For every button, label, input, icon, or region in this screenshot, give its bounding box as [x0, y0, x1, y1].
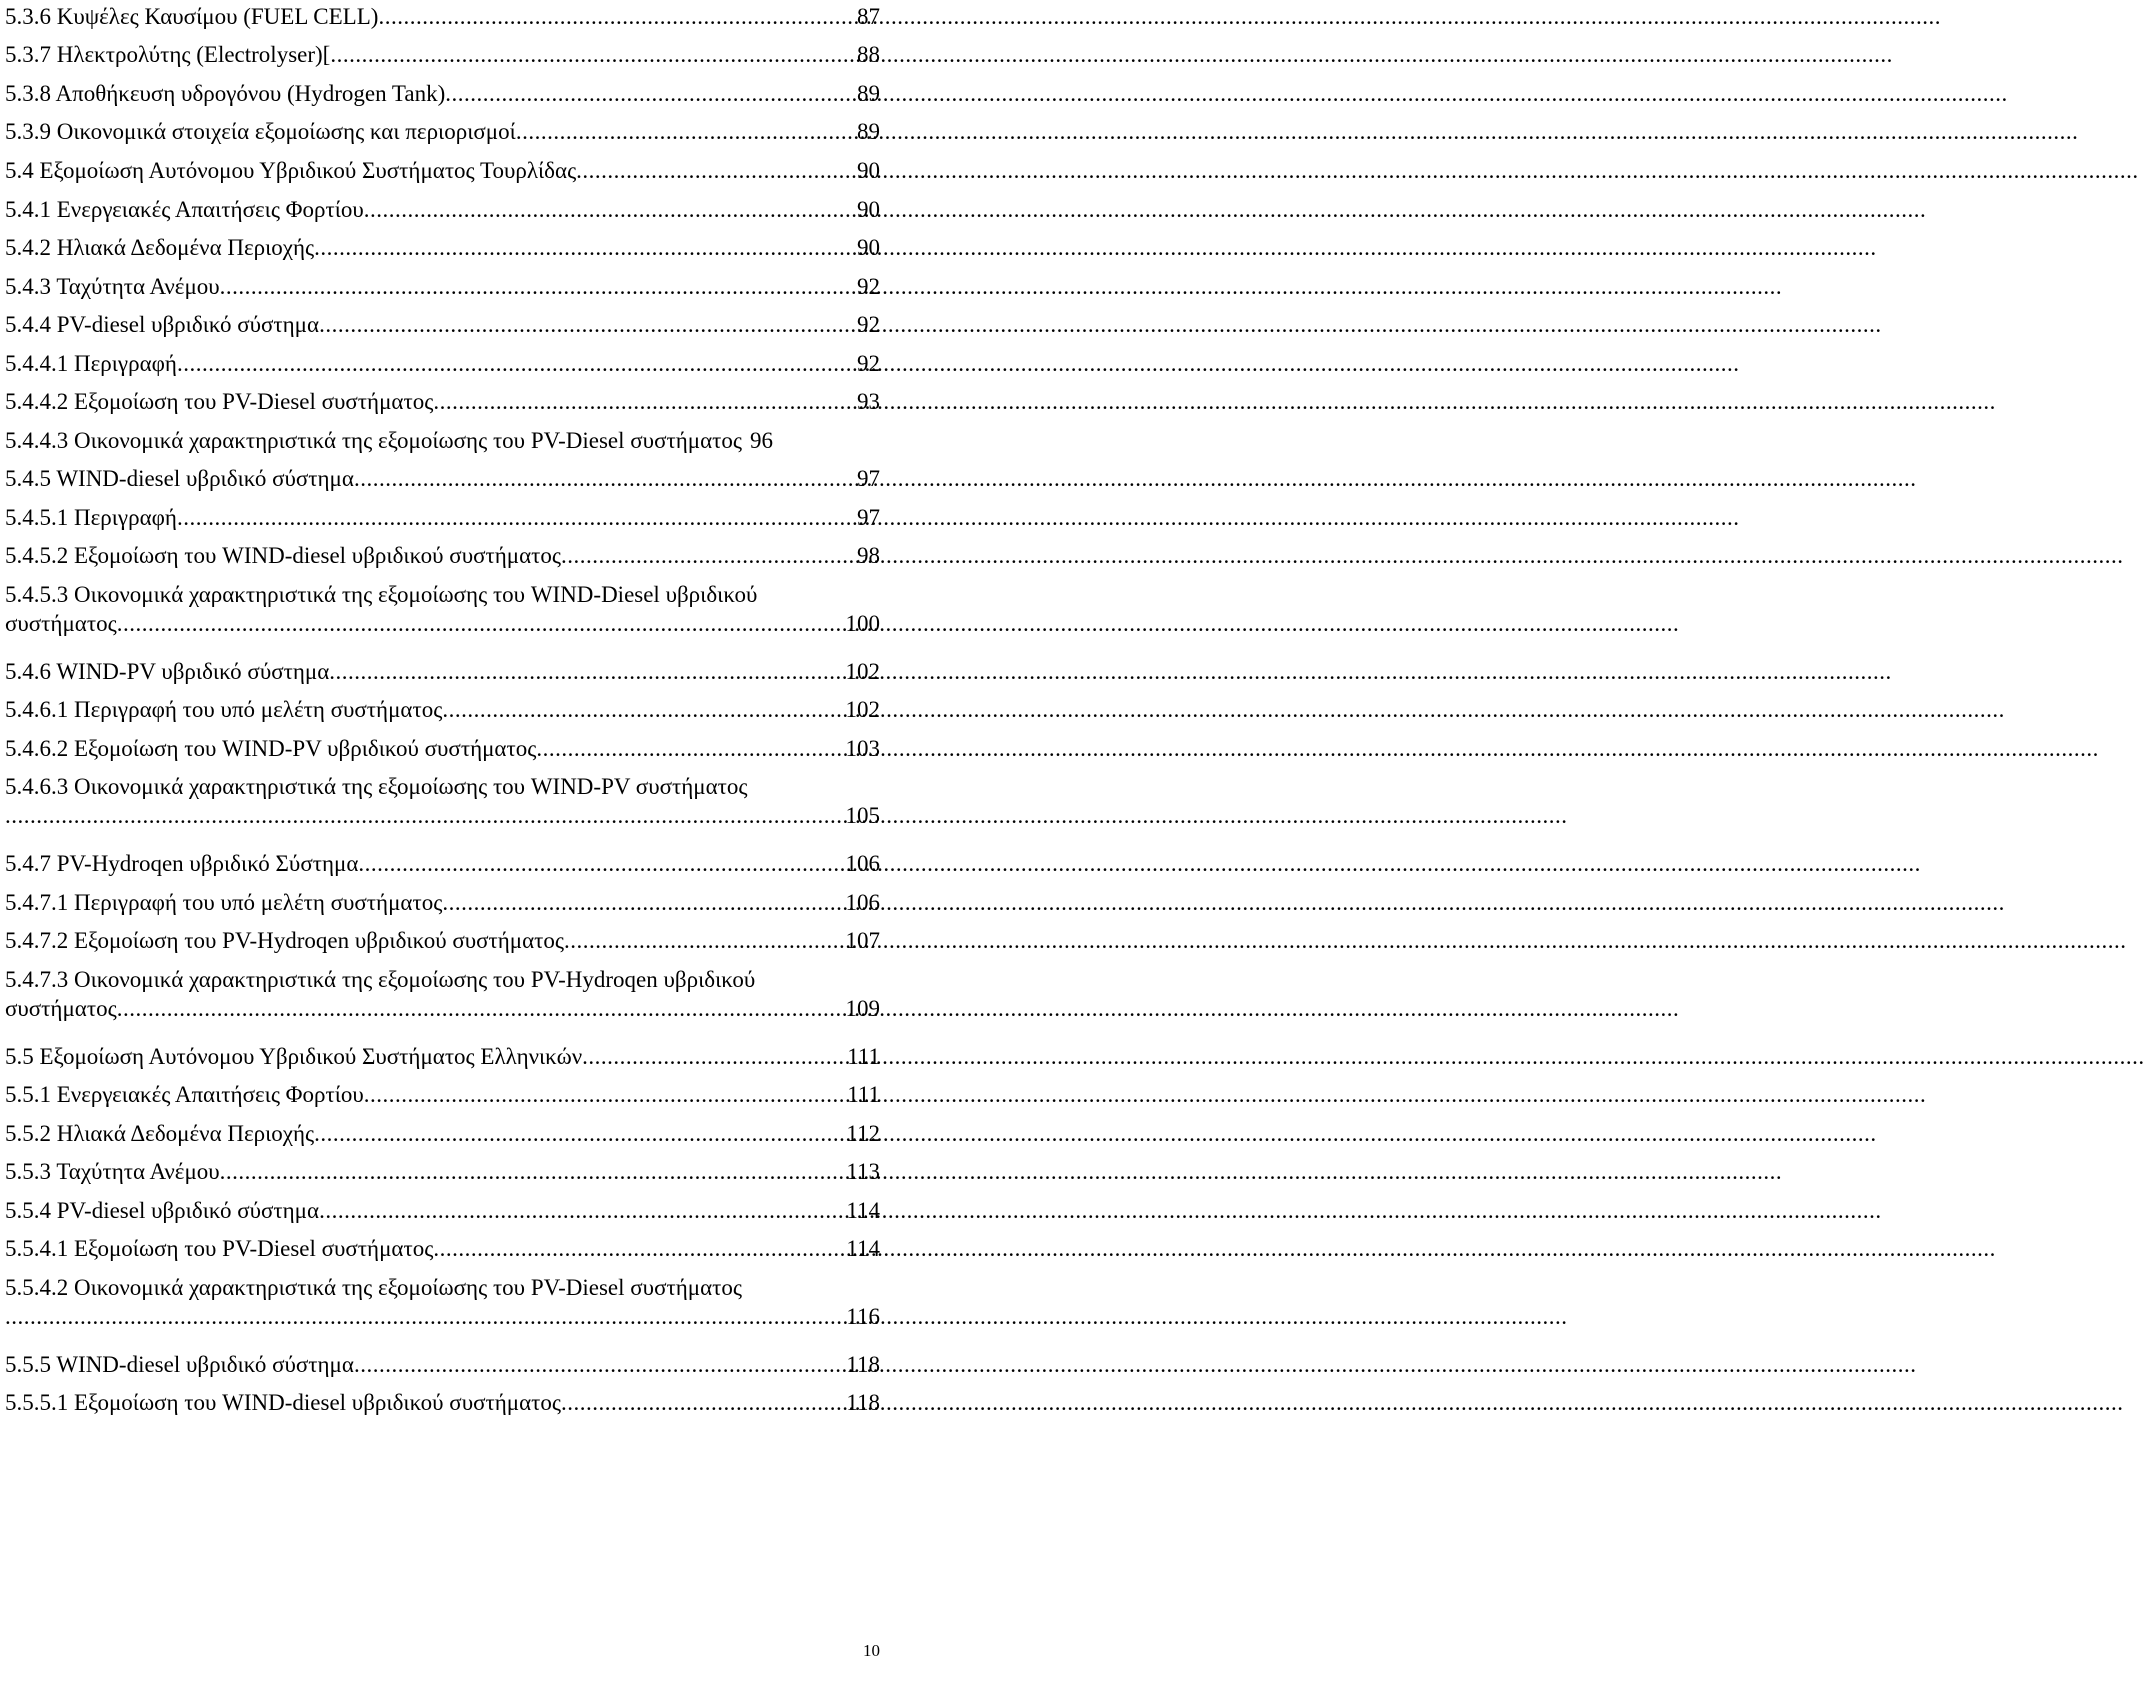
toc-leader — [330, 40, 857, 69]
toc-leader — [5, 1302, 846, 1331]
toc-leader — [319, 310, 857, 339]
toc-entry[interactable] — [5, 464, 880, 493]
toc-entry-title: 5.4.1 Ενεργειακές Απαιτήσεις Φορτίου — [5, 197, 364, 222]
page-number: 10 — [863, 1641, 880, 1660]
toc-leader — [561, 1388, 846, 1417]
toc-entry[interactable] — [5, 1119, 880, 1148]
toc-entry-page: 116 — [846, 1304, 880, 1329]
toc-entry-title: 5.5.4.2 Οικονομικά χαρακτηριστικά της εξομοίωσης του PV-Diesel συστήματος — [5, 1275, 742, 1300]
toc-leader — [117, 994, 846, 1023]
toc-entry-title: 5.5 Εξομοίωση Αυτόνομου Υβριδικού Συστήματος Ελληνικών — [5, 1044, 583, 1069]
toc-entry-page: 88 — [857, 42, 880, 67]
toc-leader — [220, 272, 857, 301]
toc-entry-page: 107 — [845, 928, 880, 953]
toc-entry-title: 5.5.3 Ταχύτητα Ανέμου — [5, 1159, 220, 1184]
toc-leader — [516, 117, 857, 146]
toc-leader — [442, 695, 845, 724]
toc-leader — [358, 849, 845, 878]
toc-entry-title: 5.4.7.1 Περιγραφή του υπό μελέτη συστήματος — [5, 890, 443, 915]
toc-leader — [177, 503, 857, 532]
toc-entry-page: 118 — [846, 1390, 880, 1415]
toc-entry-page: 102 — [845, 697, 880, 722]
toc-leader — [314, 233, 857, 262]
toc-entry[interactable] — [5, 734, 880, 763]
toc-entry[interactable] — [5, 772, 880, 830]
toc-entry-page: 92 — [857, 312, 880, 337]
toc-entry[interactable] — [5, 310, 880, 339]
toc-entry-page: 87 — [857, 4, 880, 29]
toc-entry[interactable] — [5, 1196, 880, 1225]
toc-entry-title-continued: συστήματος — [5, 611, 117, 636]
toc-entry-title: 5.4 Εξομοίωση Αυτόνομου Υβριδικού Συστήματος Τουρλίδας — [5, 158, 577, 183]
toc-entry-title: 5.3.9 Οικονομικά στοιχεία εξομοίωσης και περιορισμοί — [5, 119, 516, 144]
toc-entry-title: 5.4.3 Ταχύτητα Ανέμου — [5, 274, 220, 299]
toc-leader — [354, 1350, 846, 1379]
toc-entry-title: 5.4.4 PV-diesel υβριδικό σύστημα — [5, 312, 320, 337]
toc-leader — [536, 734, 845, 763]
toc-leader — [378, 2, 857, 31]
toc-entry-title: 5.4.6.3 Οικονομικά χαρακτηριστικά της εξομοίωσης του WIND-PV συστήματος — [5, 774, 748, 799]
toc-leader — [442, 888, 845, 917]
toc-entry[interactable] — [5, 2, 880, 31]
toc-entry-page: 92 — [857, 351, 880, 376]
toc-entry[interactable] — [5, 541, 880, 570]
toc-leader — [364, 195, 857, 224]
toc-entry-page: 100 — [845, 611, 880, 636]
toc-entry[interactable] — [5, 387, 880, 416]
toc-entry-page: 114 — [846, 1236, 880, 1261]
toc-leader — [433, 1234, 846, 1263]
toc-entry-title: 5.5.5 WIND-diesel υβριδικό σύστημα — [5, 1352, 354, 1377]
toc-entry-title: 5.5.1 Ενεργειακές Απαιτήσεις Φορτίου — [5, 1082, 364, 1107]
toc-entry-title: 5.3.7 Ηλεκτρολύτης (Electrolyser)[ — [5, 42, 331, 67]
toc-entry[interactable] — [5, 926, 880, 955]
toc-entry[interactable] — [5, 349, 880, 378]
toc-leader — [561, 541, 857, 570]
toc-entry-page: 92 — [857, 274, 880, 299]
toc-entry-page: 89 — [857, 119, 880, 144]
toc-leader — [433, 387, 857, 416]
toc-entry-title: 5.5.4 PV-diesel υβριδικό σύστημα — [5, 1198, 320, 1223]
toc-entry[interactable] — [5, 1273, 880, 1331]
toc-entry-title: 5.4.6.1 Περιγραφή του υπό μελέτη συστήματος — [5, 697, 443, 722]
toc-leader — [117, 609, 846, 638]
toc-entry[interactable] — [5, 79, 880, 108]
toc-entry-page: 96 — [749, 428, 773, 453]
toc-entry-page: 106 — [845, 851, 880, 876]
toc-entry[interactable] — [5, 580, 880, 638]
toc-entry-title: 5.3.8 Αποθήκευση υδρογόνου (Hydrogen Tank) — [5, 81, 446, 106]
toc-entry[interactable] — [5, 1388, 880, 1417]
toc-entry-page: 103 — [845, 736, 880, 761]
toc-entry[interactable] — [5, 1157, 880, 1186]
toc-entry-title: 5.4.2 Ηλιακά Δεδομένα Περιοχής — [5, 235, 315, 260]
toc-entry[interactable] — [5, 1042, 880, 1071]
toc-entry-title: 5.3.6 Κυψέλες Καυσίμου (FUEL CELL) — [5, 4, 379, 29]
toc-entry-title: 5.4.5.3 Οικονομικά χαρακτηριστικά της εξομοίωσης του WIND-Diesel υβριδικού — [5, 582, 758, 607]
toc-entry-page: 111 — [847, 1082, 880, 1107]
toc-entry-page: 112 — [846, 1121, 880, 1146]
toc-leader — [319, 1196, 846, 1225]
toc-entry[interactable] — [5, 1080, 880, 1109]
toc-entry-page: 89 — [857, 81, 880, 106]
toc-entry-page: 109 — [845, 996, 880, 1021]
toc-entry[interactable] — [5, 272, 880, 301]
toc-entry[interactable] — [5, 888, 880, 917]
toc-entry-title: 5.4.7.3 Οικονομικά χαρακτηριστικά της εξομοίωσης του PV-Hydroqen υβριδικού — [5, 967, 756, 992]
toc-leader — [582, 1042, 847, 1071]
toc-leader — [5, 801, 846, 830]
toc-leader — [445, 79, 857, 108]
toc-entry-page: 98 — [857, 543, 880, 568]
toc-entry[interactable] — [5, 1234, 880, 1263]
toc-entry-page: 90 — [857, 158, 880, 183]
toc-entry[interactable] — [5, 657, 880, 686]
toc-leader — [329, 657, 845, 686]
toc-leader — [576, 156, 857, 185]
toc-entry-page: 97 — [857, 466, 880, 491]
toc-entry-page: 114 — [846, 1198, 880, 1223]
toc-entry[interactable] — [5, 195, 880, 224]
toc-entry[interactable] — [5, 233, 880, 262]
toc-leader — [177, 349, 857, 378]
toc-entry-title: 5.4.4.1 Περιγραφή — [5, 351, 177, 376]
toc-entry[interactable] — [5, 1350, 880, 1379]
toc-entry-page: 90 — [857, 197, 880, 222]
toc-entry-title: 5.4.4.3 Οικονομικά χαρακτηριστικά της εξομοίωσης του PV-Diesel συστήματος — [5, 428, 742, 453]
toc-entry-title: 5.5.4.1 Εξομοίωση του PV-Diesel συστήματος — [5, 1236, 434, 1261]
toc-entry-page: 102 — [845, 659, 880, 684]
toc-entry-title: 5.4.5.1 Περιγραφή — [5, 505, 177, 530]
toc-entry-page: 118 — [846, 1352, 880, 1377]
toc-entry[interactable] — [5, 965, 880, 1023]
toc-entry[interactable] — [5, 695, 880, 724]
toc-entry-title: 5.5.5.1 Εξομοίωση του WIND-diesel υβριδικού συστήματος — [5, 1390, 561, 1415]
toc-entry[interactable] — [5, 40, 880, 69]
toc-entry-title: 5.4.7.2 Εξομοίωση του PV-Hydroqen υβριδικού συστήματος — [5, 928, 565, 953]
toc-entry-page: 106 — [845, 890, 880, 915]
toc-entry-title: 5.4.4.2 Εξομοίωση του PV-Diesel συστήματος — [5, 389, 434, 414]
toc-entry-page: 90 — [857, 235, 880, 260]
toc-leader — [564, 926, 845, 955]
toc-entry-page: 111 — [847, 1044, 880, 1069]
toc-entry-page: 105 — [845, 803, 880, 828]
toc-entry[interactable] — [5, 849, 880, 878]
toc-entry-title: 5.5.2 Ηλιακά Δεδομένα Περιοχής — [5, 1121, 315, 1146]
toc-entry-title: 5.4.7 PV-Hydroqen υβριδικό Σύστημα — [5, 851, 359, 876]
toc-leader — [314, 1119, 846, 1148]
toc-entry-title: 5.4.5 WIND-diesel υβριδικό σύστημα — [5, 466, 354, 491]
toc-entry-page: 93 — [857, 389, 880, 414]
toc-entry[interactable] — [5, 156, 880, 185]
toc-entry-title: 5.4.6.2 Εξομοίωση του WIND-PV υβριδικού συστήματος — [5, 736, 537, 761]
toc-entry-title: 5.4.5.2 Εξομοίωση του WIND-diesel υβριδικού συστήματος — [5, 543, 561, 568]
toc-entry[interactable] — [5, 503, 880, 532]
toc-entry[interactable] — [5, 426, 880, 455]
toc-leader — [354, 464, 857, 493]
toc-leader — [220, 1157, 847, 1186]
toc-entry-page: 113 — [846, 1159, 880, 1184]
toc-entry-title: 5.4.6 WIND-PV υβριδικό σύστημα — [5, 659, 330, 684]
toc-entry[interactable] — [5, 117, 880, 146]
toc-leader — [364, 1080, 847, 1109]
toc-entry-title-continued: συστήματος — [5, 996, 117, 1021]
toc-entry-page: 97 — [857, 505, 880, 530]
